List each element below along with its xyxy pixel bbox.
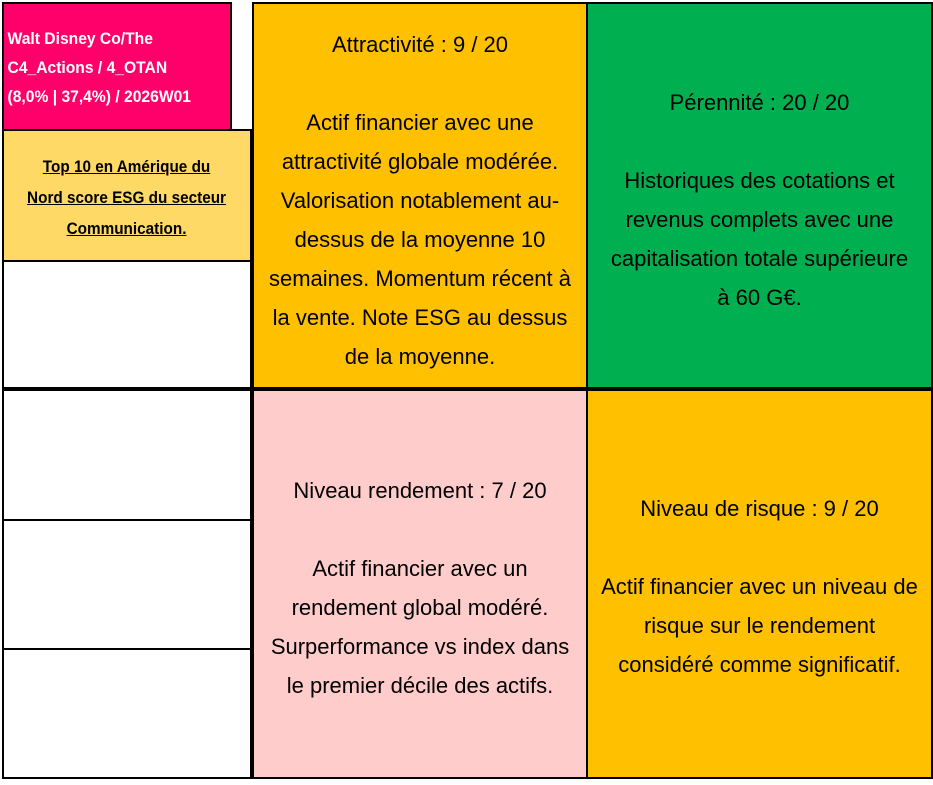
text-line: risque sur le rendement	[643, 613, 876, 638]
text-line: attractivité globale modérée.	[281, 149, 559, 174]
rendement-description	[254, 549, 586, 705]
text-line: le premier décile des actifs.	[286, 673, 554, 698]
text-line: semaines. Momentum récent à	[268, 266, 572, 291]
asset-name: Walt Disney Co/The	[7, 29, 153, 48]
attractivite-description	[254, 103, 586, 376]
empty-cell	[2, 260, 252, 389]
rendement-panel	[252, 389, 588, 779]
text-line: revenus complets avec une	[625, 207, 894, 232]
esg-badge-text	[28, 151, 227, 244]
esg-line-3: Communication.	[67, 219, 187, 238]
perennite-heading: Pérennité : 20 / 20	[669, 90, 850, 115]
text-line: capitalisation totale supérieure	[610, 246, 909, 271]
text-line: Actif financier avec une	[306, 110, 534, 135]
empty-cell	[2, 389, 252, 521]
rendement-heading: Niveau rendement : 7 / 20	[293, 478, 547, 503]
text-line: à 60 G€.	[717, 285, 802, 310]
risque-description	[588, 567, 931, 684]
attractivite-heading: Attractivité : 9 / 20	[331, 32, 509, 57]
text-line: Actif financier avec un niveau de	[601, 574, 918, 599]
empty-cell	[2, 648, 252, 779]
perennite-panel	[586, 2, 933, 389]
esg-line-2: Nord score ESG du secteur	[27, 188, 227, 207]
text-line: rendement global modéré.	[291, 595, 549, 620]
perennite-description	[588, 161, 931, 317]
text-line: dessus de la moyenne 10	[294, 227, 546, 252]
risque-heading: Niveau de risque : 9 / 20	[640, 496, 879, 521]
text-line: Valorisation notablement au-	[280, 188, 560, 213]
text-line: de la moyenne.	[344, 344, 496, 369]
esg-badge-cell	[2, 129, 252, 262]
bottom-border	[2, 777, 933, 779]
asset-category: C4_Actions / 4_OTAN	[7, 58, 168, 77]
asset-stats: (8,0% | 37,4%) / 2026W01	[7, 87, 191, 106]
text-line: Surperformance vs index dans	[270, 634, 570, 659]
esg-line-1: Top 10 en Amérique du	[43, 157, 211, 176]
text-line: Actif financier avec un	[312, 556, 528, 581]
text-line: Historiques des cotations et	[624, 168, 895, 193]
text-line: la vente. Note ESG au dessus	[272, 305, 568, 330]
attractivite-panel	[252, 2, 588, 389]
empty-cell	[2, 519, 252, 650]
risque-panel	[586, 389, 933, 779]
text-line: considéré comme significatif.	[618, 652, 901, 677]
asset-title-cell	[2, 2, 232, 131]
